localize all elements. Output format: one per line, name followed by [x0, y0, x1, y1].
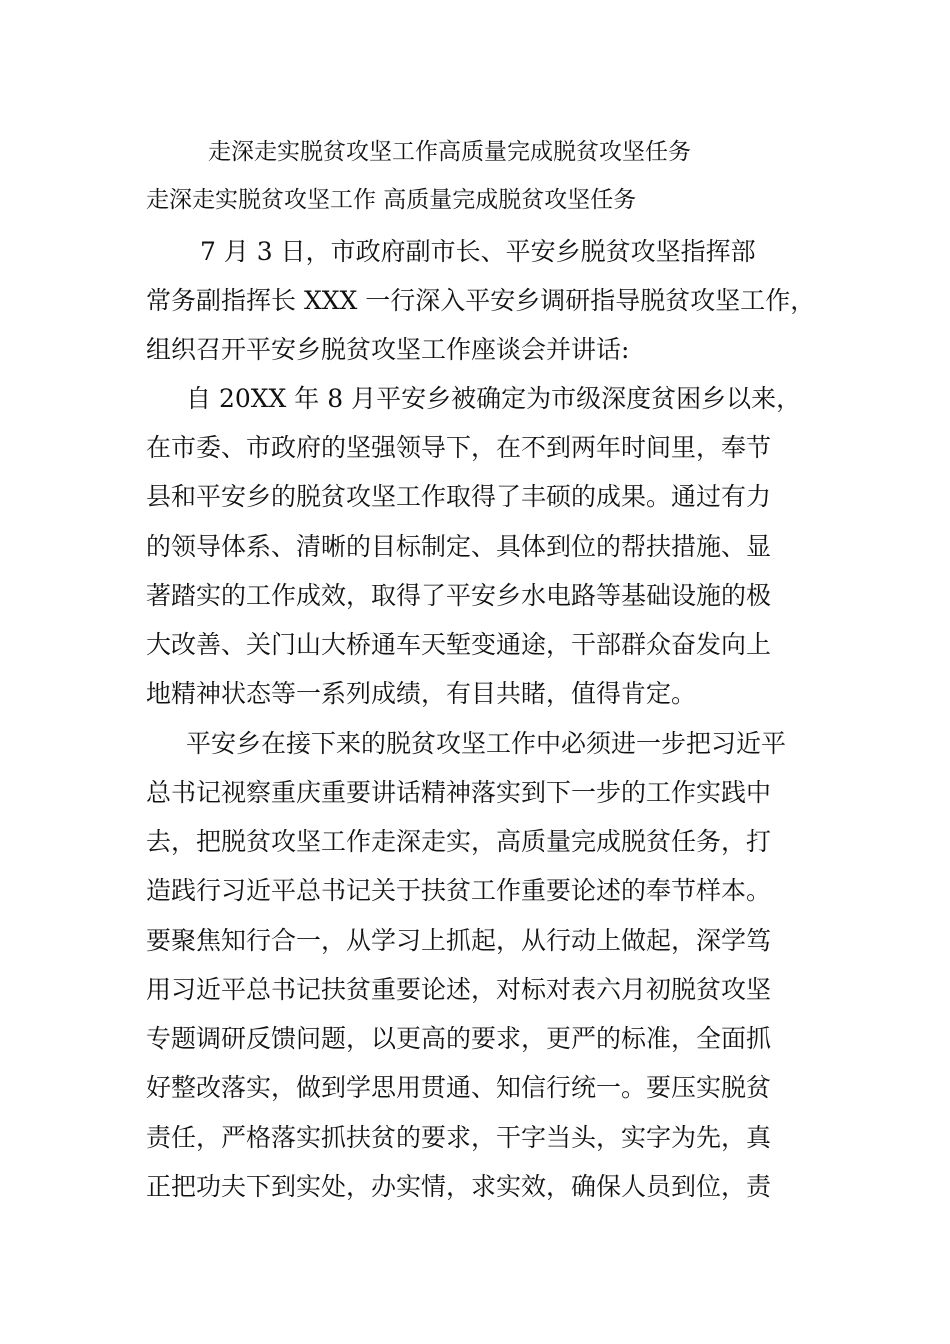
body-line: 7 月 3 日，市政府副市长、平安乡脱贫攻坚指挥部: [200, 237, 756, 266]
body-line: 责任，严格落实抓扶贫的要求，干字当头，实字为先，真: [146, 1123, 772, 1152]
body-line: 造践行习近平总书记关于扶贫工作重要论述的奉节样本。: [146, 876, 772, 905]
body-line: 自 20XX 年 8 月平安乡被确定为市级深度贫困乡以来，: [186, 384, 802, 413]
body-line: 常务副指挥长 XXX 一行深入平安乡调研指导脱贫攻坚工作，: [146, 286, 816, 315]
body-line: 组织召开平安乡脱贫攻坚工作座谈会并讲话:: [146, 335, 630, 364]
document-subtitle: 走深走实脱贫攻坚工作 高质量完成脱贫攻坚任务: [146, 187, 637, 213]
body-line: 要聚焦知行合一，从学习上抓起，从行动上做起，深学笃: [146, 926, 772, 955]
body-line: 总书记视察重庆重要讲话精神落实到下一步的工作实践中: [146, 778, 772, 807]
body-line: 地精神状态等一系列成绩，有目共睹，值得肯定。: [146, 679, 697, 708]
body-line: 县和平安乡的脱贫攻坚工作取得了丰硕的成果。通过有力: [146, 482, 772, 511]
body-line: 用习近平总书记扶贫重要论述，对标对表六月初脱贫攻坚: [146, 975, 772, 1004]
document-title: 走深走实脱贫攻坚工作高质量完成脱贫攻坚任务: [208, 139, 691, 165]
body-line: 著踏实的工作成效，取得了平安乡水电路等基础设施的极: [146, 581, 772, 610]
body-line: 的领导体系、清晰的目标制定、具体到位的帮扶措施、显: [146, 532, 772, 561]
body-line: 专题调研反馈问题，以更高的要求，更严的标准，全面抓: [146, 1024, 772, 1053]
body-line: 好整改落实，做到学思用贯通、知信行统一。要压实脱贫: [146, 1073, 772, 1102]
body-line: 正把功夫下到实处，办实情，求实效，确保人员到位，责: [146, 1172, 772, 1201]
body-line: 在市委、市政府的坚强领导下，在不到两年时间里，奉节: [146, 433, 772, 462]
body-line: 去，把脱贫攻坚工作走深走实，高质量完成脱贫任务，打: [146, 827, 772, 856]
body-line: 平安乡在接下来的脱贫攻坚工作中必须进一步把习近平: [186, 729, 787, 758]
body-line: 大改善、关门山大桥通车天堑变通途，干部群众奋发向上: [146, 630, 772, 659]
